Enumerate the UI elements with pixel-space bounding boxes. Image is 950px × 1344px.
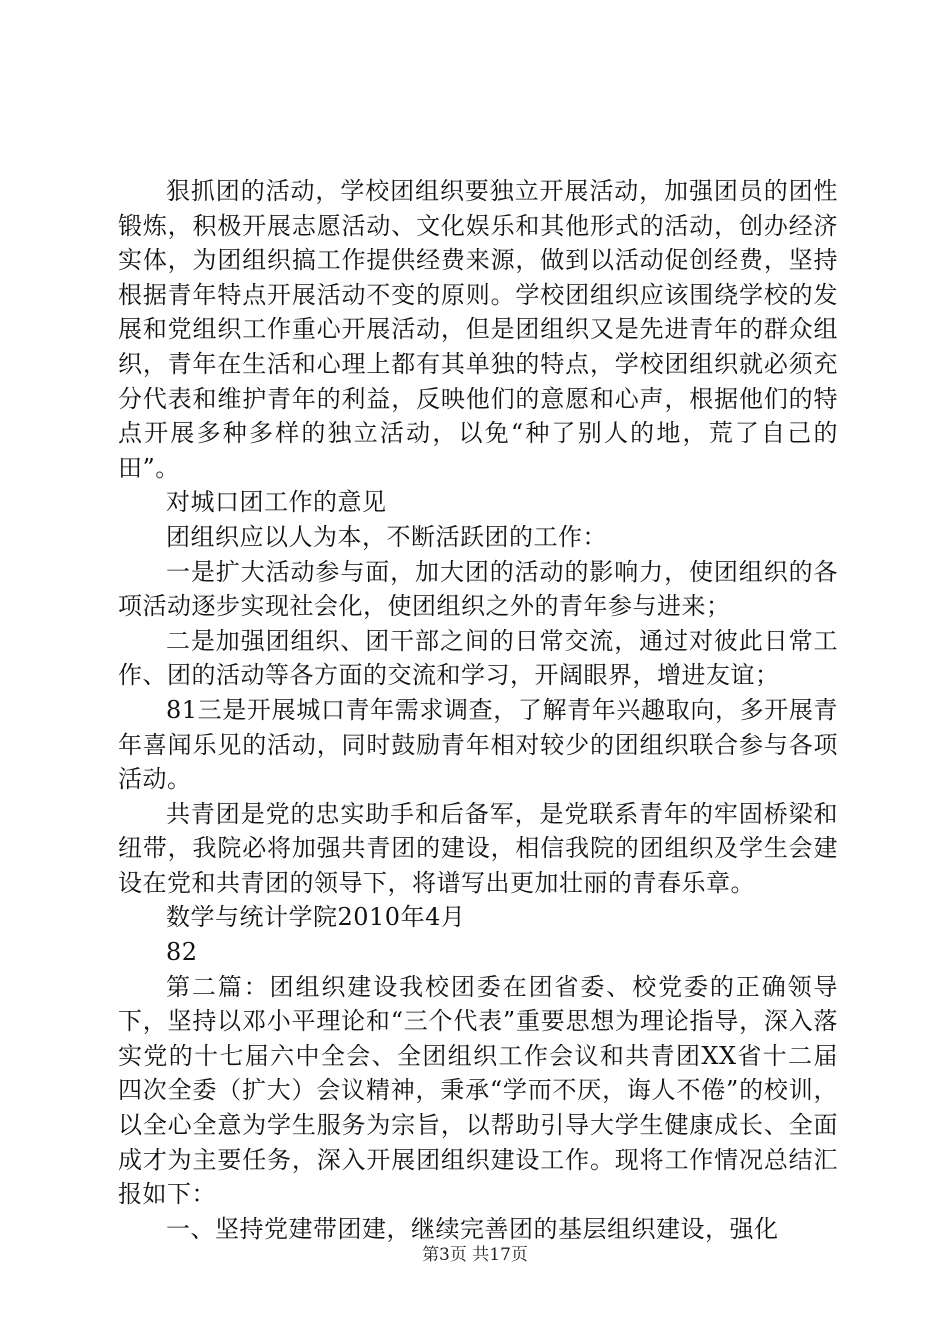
paragraph: 81三是开展城口青年需求调查，了解青年兴趣取向，多开展青年喜闻乐见的活动，同时鼓励青年相对较少的团组织联合参与各项活动。: [118, 695, 838, 794]
paragraph: 二是加强团组织、团干部之间的日常交流，通过对彼此日常工作、团的活动等各方面的交流和学习，开阔眼界，增进友谊；: [118, 626, 838, 690]
document-body: [118, 174, 838, 1246]
paragraph: 一、坚持党建带团建，继续完善团的基层组织建设，强化: [166, 1214, 779, 1243]
page-marker: 82: [166, 938, 198, 967]
paragraph: 团组织应以人为本，不断活跃团的工作：: [166, 522, 607, 551]
paragraph: 共青团是党的忠实助手和后备军，是党联系青年的牢固桥梁和纽带，我院必将加强共青团的建设，相信我院的团组织及学生会建设在党和共青团的领导下，将谱写出更加壮丽的青春乐章。: [118, 799, 838, 897]
signature-line: 数学与统计学院2010年4月: [166, 903, 466, 932]
paragraph: 狠抓团的活动，学校团组织要独立开展活动，加强团员的团性锻炼，积极开展志愿活动、文化娱乐和其他形式的活动，创办经济实体，为团组织搞工作提供经费来源，做到以活动促创经费，坚持根据青年特点开展活动不变的原则。学校团组织应该围绕学校的发展和党组织工作重心开展活动，但是团组织又是先进青年的群众组织，青年在生活和心理上都有其单独的特点，学校团组织就必须充分代表和维护青年的利益，反映他们的意愿和心声，根据他们的特点开展多种多样的独立活动，以免“种了别人的地，荒了自己的田”。: [118, 177, 838, 482]
paragraph: 一是扩大活动参与面，加大团的活动的影响力，使团组织的各项活动逐步实现社会化，使团组织之外的青年参与进来；: [118, 557, 838, 621]
page-footer: 第3页 共17页: [422, 1245, 528, 1265]
paragraph: 第二篇：团组织建设我校团委在团省委、校党委的正确领导下，坚持以邓小平理论和“三个代表”重要思想为理论指导，深入落实党的十七届六中全会、全团组织工作会议和共青团XX省十二届四次全委（扩大）会议精神，秉承“学而不厌，诲人不倦”的校训，以全心全意为学生服务为宗旨，以帮助引导大学生健康成长、全面成才为主要任务，深入开展团组织建设工作。现将工作情况总结汇报如下：: [118, 972, 838, 1209]
section-heading: 对城口团工作的意见: [166, 488, 387, 517]
